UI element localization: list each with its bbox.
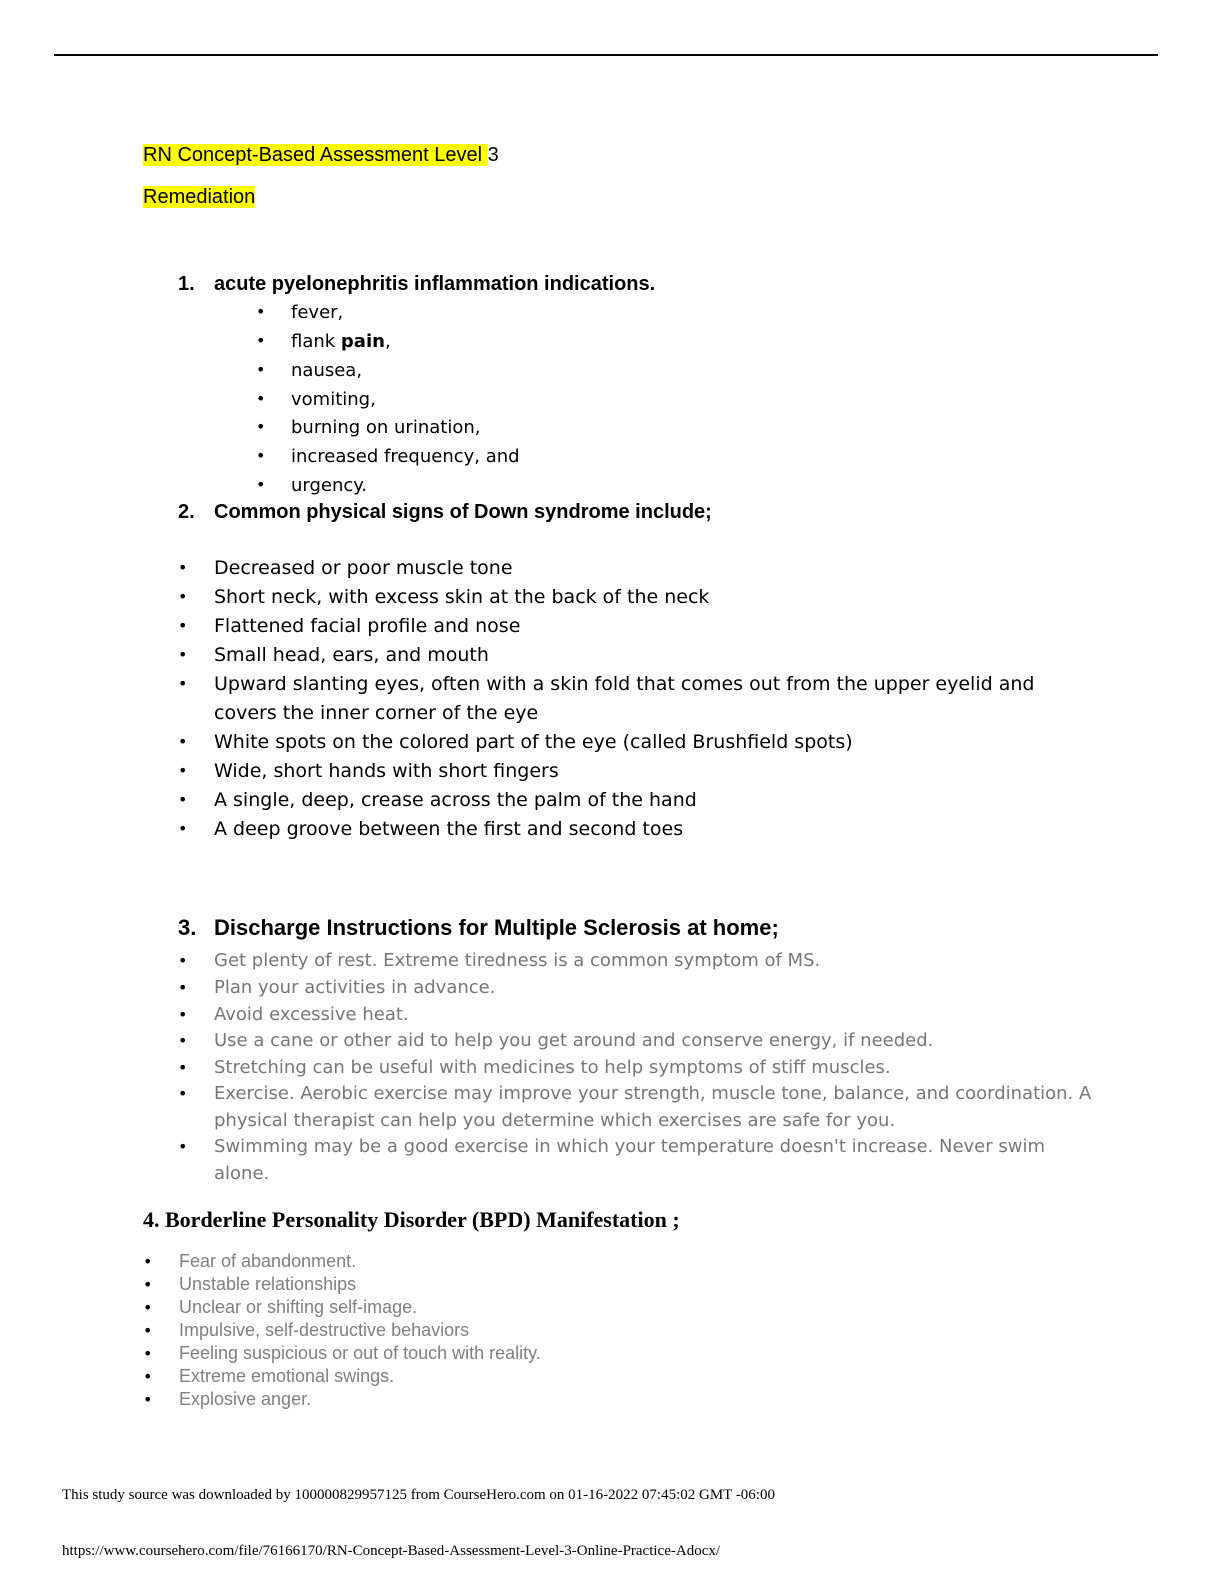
list-item: burning on urination, [291, 417, 481, 438]
list-item: Extreme emotional swings. [179, 1366, 395, 1386]
list-item: vomiting, [291, 389, 376, 410]
header-rule [54, 54, 1158, 56]
list-item: Upward slanting eyes, often with a skin fold that comes out from the upper eyelid and [214, 673, 1035, 695]
section-1-heading: acute pyelonephritis inflammation indications. [214, 273, 656, 295]
list-item: Impulsive, self-destructive behaviors [179, 1320, 470, 1340]
footer-source-line: This study source was downloaded by 100000829957125 from CourseHero.com on 01-16-2022 07:45:02 GMT -06:00 [62, 1487, 775, 1503]
list-item: Get plenty of rest. Extreme tiredness is a common symptom of MS. [214, 950, 821, 971]
list-item: Unstable relationships [179, 1274, 357, 1294]
list-item: Wide, short hands with short fingers [214, 760, 559, 782]
bullet: • [178, 1137, 188, 1156]
list-item: Stretching can be useful with medicines to help symptoms of stiff muscles. [214, 1057, 891, 1078]
list-item-continuation: physical therapist can help you determine which exercises are safe for you. [214, 1110, 896, 1131]
list-item: A deep groove between the first and second toes [214, 818, 684, 840]
list-item: Plan your activities in advance. [214, 977, 496, 998]
bullet: • [256, 302, 266, 321]
section-3-number: 3. [178, 915, 197, 940]
bullet: • [256, 475, 266, 494]
bullet: • [178, 558, 188, 577]
bullet: • [178, 761, 188, 780]
list-item: fever, [291, 302, 344, 323]
section-1-number: 1. [178, 273, 195, 295]
bullet: • [178, 978, 188, 997]
list-item: Flattened facial profile and nose [214, 615, 521, 637]
list-item: increased frequency, and [291, 446, 520, 467]
bullet: • [178, 674, 188, 693]
bullet: • [143, 1298, 153, 1317]
bullet: • [178, 616, 188, 635]
bullet: • [143, 1252, 153, 1271]
list-item: Small head, ears, and mouth [214, 644, 489, 666]
list-item: Fear of abandonment. [179, 1251, 357, 1271]
bullet: • [256, 389, 266, 408]
item-tail: , [384, 331, 391, 352]
bullet: • [143, 1344, 153, 1363]
list-item-continuation: covers the inner corner of the eye [214, 702, 539, 724]
list-item: Explosive anger. [179, 1389, 312, 1409]
document-title [143, 144, 499, 167]
list-item: A single, deep, crease across the palm of the hand [214, 789, 697, 811]
list-item: Exercise. Aerobic exercise may improve your strength, muscle tone, balance, and coordination. A [214, 1083, 1092, 1104]
bullet: • [178, 1005, 188, 1024]
bullet: • [256, 331, 266, 350]
list-item [291, 331, 391, 352]
list-item: Decreased or poor muscle tone [214, 557, 513, 579]
item-text: flank [291, 331, 341, 352]
bullet: • [143, 1367, 153, 1386]
bullet: • [143, 1275, 153, 1294]
section-2-heading: Common physical signs of Down syndrome include; [214, 501, 712, 523]
list-item: Avoid excessive heat. [214, 1004, 409, 1025]
bullet: • [143, 1390, 153, 1409]
list-item: nausea, [291, 360, 363, 381]
bullet: • [178, 1058, 188, 1077]
list-item: Feeling suspicious or out of touch with reality. [179, 1343, 541, 1363]
bullet: • [143, 1321, 153, 1340]
list-item: Short neck, with excess skin at the back of the neck [214, 586, 710, 608]
list-item: Unclear or shifting self-image. [179, 1297, 418, 1317]
subtitle-highlight: Remediation [143, 186, 256, 208]
bullet: • [256, 446, 266, 465]
section-2-number: 2. [178, 501, 195, 523]
section-3-heading: Discharge Instructions for Multiple Sclerosis at home; [214, 915, 779, 940]
list-item: urgency. [291, 475, 368, 496]
item-bold-text: pain [340, 331, 385, 352]
title-highlight: RN Concept-Based Assessment Level [143, 144, 488, 166]
bullet: • [178, 587, 188, 606]
bullet: • [178, 732, 188, 751]
bullet: • [178, 819, 188, 838]
footer-url[interactable]: https://www.coursehero.com/file/76166170/RN-Concept-Based-Assessment-Level-3-Online-Practice-Adocx/ [62, 1543, 721, 1559]
bullet: • [256, 360, 266, 379]
bullet: • [178, 790, 188, 809]
list-item: White spots on the colored part of the eye (called Brushfield spots) [214, 731, 853, 753]
section-4-heading: 4. Borderline Personality Disorder (BPD) Manifestation ; [143, 1207, 680, 1232]
list-item-continuation: alone. [214, 1163, 270, 1184]
bullet: • [256, 417, 266, 436]
bullet: • [178, 1084, 188, 1103]
title-level-number: 3 [487, 144, 499, 166]
document-subtitle [143, 186, 255, 209]
bullet: • [178, 1031, 188, 1050]
bullet: • [178, 951, 188, 970]
list-item: Use a cane or other aid to help you get around and conserve energy, if needed. [214, 1030, 934, 1051]
list-item: Swimming may be a good exercise in which your temperature doesn't increase. Never swim [214, 1136, 1045, 1157]
bullet: • [178, 645, 188, 664]
